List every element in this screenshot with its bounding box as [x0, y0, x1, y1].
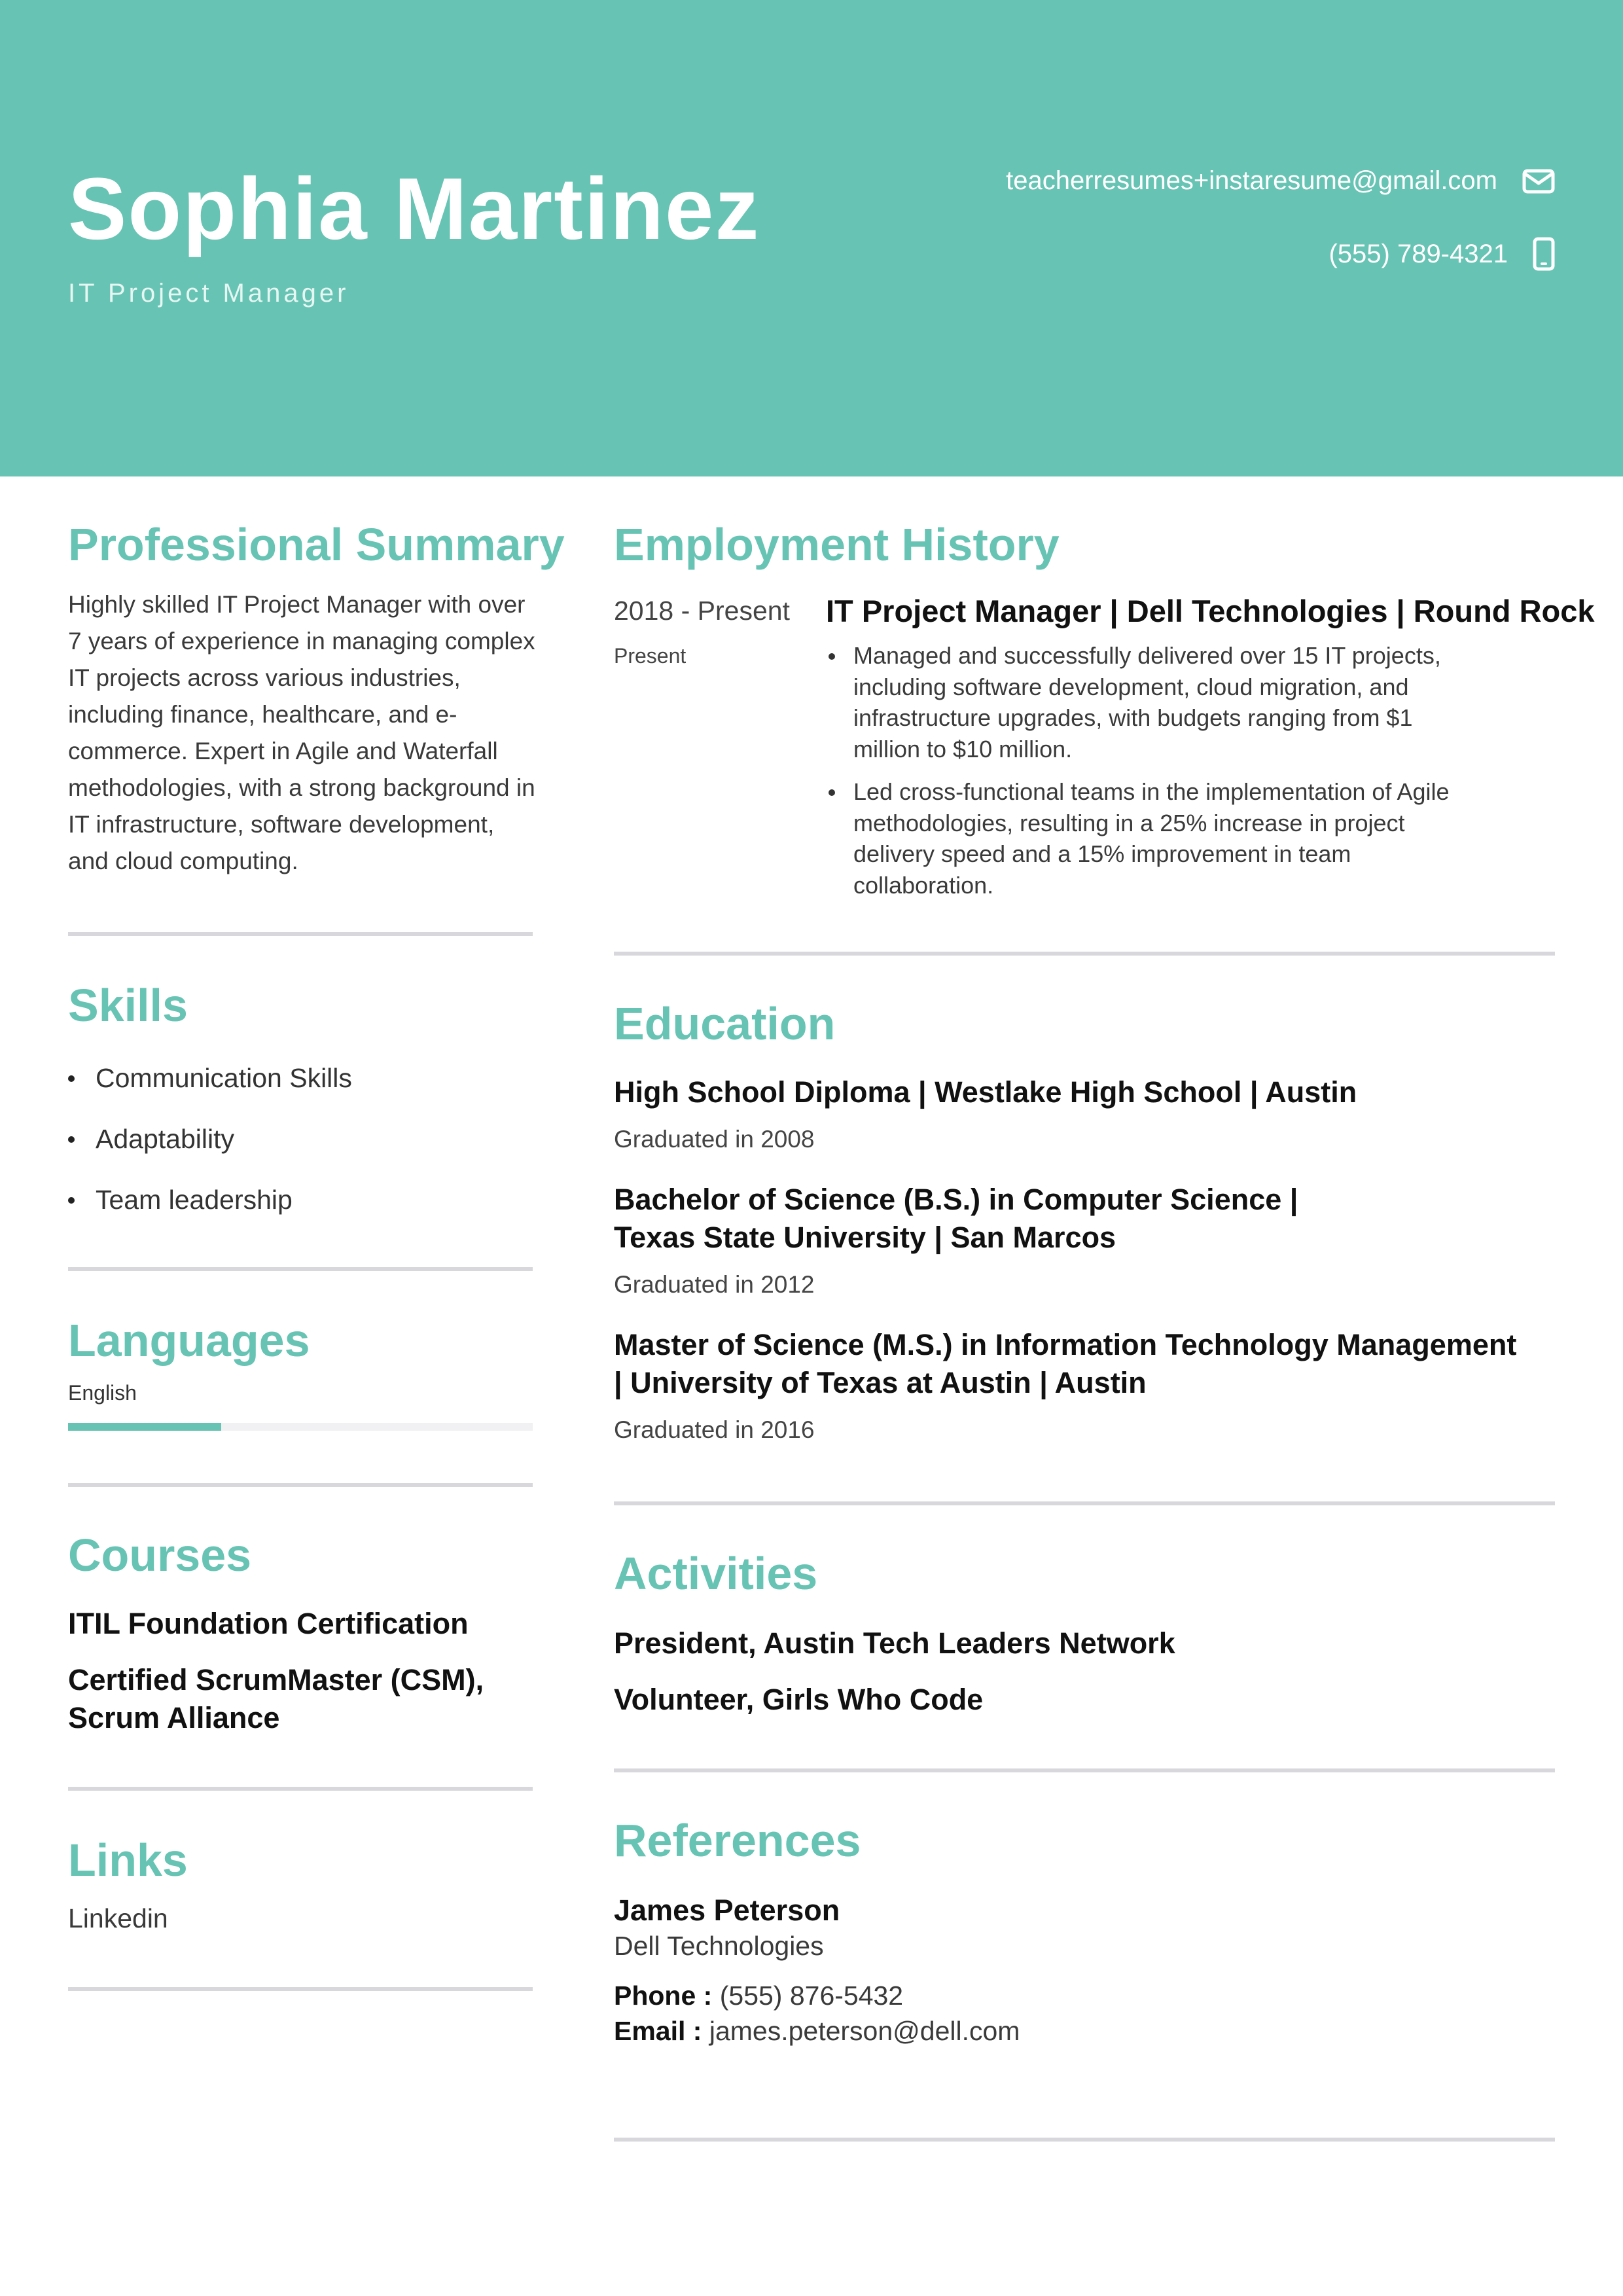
job-title-line: IT Project Manager | Dell Technologies | Round Rock	[826, 594, 1595, 628]
section-divider	[68, 1787, 533, 1791]
education-graduated: Graduated in 2008	[614, 1126, 815, 1153]
reference-phone[interactable]: (555) 876-5432	[719, 1981, 904, 2011]
education-degree: Master of Science (M.S.) in Information Technology Management | University of Texas at Austin | Austin	[614, 1328, 1517, 1399]
skill-item: Adaptability	[68, 1122, 352, 1183]
reference-email-row	[614, 2016, 1020, 2047]
education-graduated: Graduated in 2016	[614, 1416, 815, 1443]
reference-company: Dell Technologies	[614, 1931, 824, 1961]
job-dates: 2018 - Present	[614, 596, 790, 626]
envelope-icon	[1522, 169, 1555, 194]
mobile-phone-icon	[1533, 237, 1555, 271]
contact-phone[interactable]	[1329, 237, 1555, 271]
section-divider	[68, 1987, 533, 1991]
references-heading: References	[614, 1815, 861, 1866]
education-degree: High School Diploma | Westlake High School | Austin	[614, 1075, 1357, 1109]
email-address[interactable]: teacherresumes+instaresume@gmail.com	[1006, 166, 1497, 195]
summary-heading: Professional Summary	[68, 519, 565, 570]
section-divider	[614, 1768, 1555, 1772]
reference-email-label: Email :	[614, 2016, 702, 2046]
reference-name: James Peterson	[614, 1893, 840, 1927]
job-title: IT Project Manager	[68, 279, 349, 308]
summary-text: Highly skilled IT Project Manager with over 7 years of experience in managing complex IT projects across various industries, including finance, healthcare, and e-commerce. Expert in Agile and Waterfall methodologies, with a strong background in IT infrastructure, software development, and cloud computing.	[68, 591, 535, 874]
contact-email[interactable]	[1006, 166, 1555, 196]
courses-heading: Courses	[68, 1530, 252, 1581]
employment-heading: Employment History	[614, 519, 1060, 570]
links-heading: Links	[68, 1835, 188, 1886]
section-divider	[614, 952, 1555, 956]
course-item: Certified ScrumMaster (CSM), Scrum Alliance	[68, 1663, 484, 1734]
section-divider	[614, 2138, 1555, 2142]
language-level-bar	[68, 1423, 533, 1431]
education-heading: Education	[614, 998, 836, 1049]
job-date-sub: Present	[614, 644, 687, 668]
linkedin-link[interactable]: Linkedin	[68, 1903, 168, 1933]
activities-heading: Activities	[614, 1548, 818, 1599]
language-name: English	[68, 1381, 137, 1405]
reference-email[interactable]: james.peterson@dell.com	[709, 2016, 1020, 2046]
job-bullet: Led cross-functional teams in the implementation of Agile methodologies, resulting in a 25% increase in project delivery speed and a 15% improvement in team collaboration.	[826, 776, 1480, 901]
job-bullets	[826, 640, 1480, 912]
skills-list	[68, 1062, 352, 1244]
section-divider	[68, 932, 533, 936]
phone-number[interactable]: (555) 789-4321	[1329, 239, 1508, 268]
section-divider	[68, 1267, 533, 1271]
reference-phone-row	[614, 1981, 903, 2011]
section-divider	[614, 1501, 1555, 1505]
reference-phone-label: Phone :	[614, 1981, 713, 2011]
section-divider	[68, 1483, 533, 1487]
candidate-name: Sophia Martinez	[68, 160, 760, 258]
skills-heading: Skills	[68, 980, 188, 1031]
languages-heading: Languages	[68, 1315, 310, 1366]
job-bullet: Managed and successfully delivered over 15 IT projects, including software development, cloud migration, and infrastructure upgrades, with budgets ranging from $1 million to $10 million.	[826, 640, 1480, 764]
education-degree: Bachelor of Science (B.S.) in Computer Science | Texas State University | San Marcos	[614, 1183, 1298, 1254]
language-level-fill	[68, 1423, 221, 1431]
activity-item: President, Austin Tech Leaders Network	[614, 1626, 1175, 1660]
skill-item: Communication Skills	[68, 1062, 352, 1122]
header-banner	[0, 0, 1623, 476]
education-graduated: Graduated in 2012	[614, 1271, 815, 1298]
course-item: ITIL Foundation Certification	[68, 1607, 469, 1640]
activity-item: Volunteer, Girls Who Code	[614, 1683, 984, 1716]
skill-item: Team leadership	[68, 1183, 352, 1244]
